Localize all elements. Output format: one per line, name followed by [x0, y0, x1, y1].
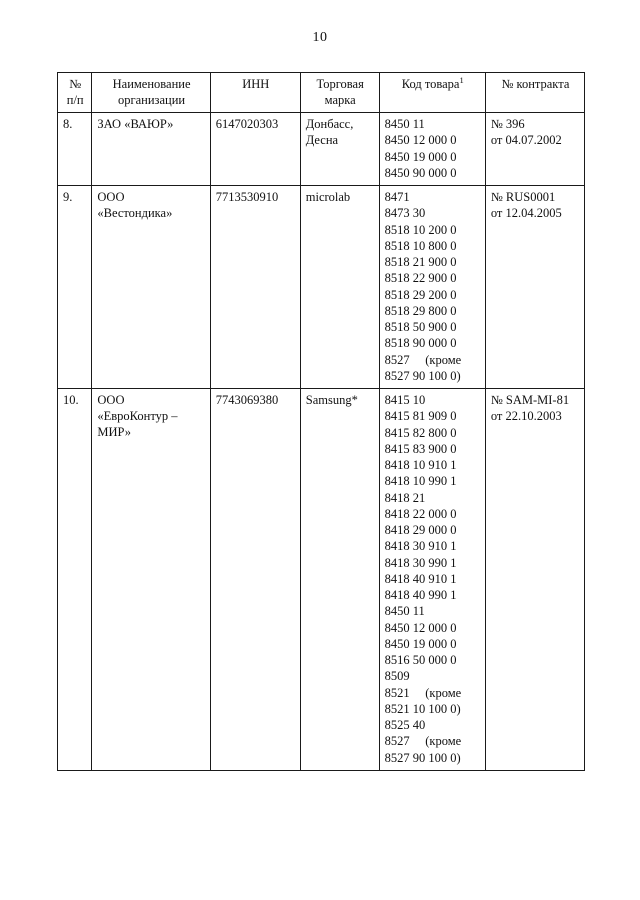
code-item: 8418 10 910 1	[384, 458, 457, 472]
page-number: 10	[312, 30, 328, 45]
contract-number: № 396	[490, 117, 525, 131]
code-item: 8471	[384, 190, 410, 204]
code-item: 8450 12 000 0	[384, 620, 457, 635]
table-container	[57, 72, 585, 771]
table-row	[58, 389, 585, 771]
code-item: 8518 90 000 0	[384, 336, 457, 351]
row-brand	[300, 389, 379, 771]
row-contract	[485, 113, 584, 186]
row-inn: 7743069380	[210, 389, 300, 771]
code-item: 8527 90 100 0)	[384, 750, 461, 765]
brand-line: Донбасс,	[305, 117, 354, 131]
code-item: 8521 10 100 0)	[384, 701, 461, 716]
code-item: 8527 (кроме	[384, 734, 462, 749]
row-codes	[379, 186, 485, 389]
header-organization-line-2: организации	[118, 93, 186, 107]
code-item: 8518 10 200 0	[384, 222, 457, 237]
row-brand	[300, 113, 379, 186]
code-item: 8527 90 100 0)	[384, 368, 461, 383]
header-organization-line-1: Наименование	[112, 77, 191, 91]
code-item: 8518 29 200 0	[384, 287, 457, 302]
code-list	[385, 116, 481, 181]
contract-date: от 22.10.2003	[490, 409, 562, 423]
code-item: 8450 11	[384, 117, 425, 131]
code-item: 8418 22 000 0	[384, 506, 457, 521]
code-item: 8516 50 000 0	[384, 653, 457, 667]
code-list	[385, 392, 481, 766]
header-number-line-2: п/п	[66, 93, 84, 107]
organization-line: МИР»	[97, 425, 132, 439]
header-code-line-1	[385, 76, 481, 92]
code-item: 8450 19 000 0	[384, 636, 457, 651]
row-inn: 7713530910	[210, 186, 300, 389]
brand-line: microlab	[305, 190, 351, 204]
code-item: 8518 10 800 0	[384, 238, 457, 253]
code-list	[385, 189, 481, 384]
row-number: 8.	[58, 113, 92, 186]
code-item: 8418 10 990 1	[384, 474, 457, 489]
code-item: 8450 11	[384, 604, 425, 619]
code-item: 8527 (кроме	[384, 352, 462, 367]
code-item: 8450 12 000 0	[384, 133, 457, 148]
code-item: 8509	[384, 669, 410, 684]
table-header-row	[58, 73, 585, 113]
table-body	[58, 113, 585, 771]
header-cell-brand	[300, 73, 379, 113]
row-number: 9.	[58, 186, 92, 389]
organization-line: ООО	[97, 393, 125, 407]
row-codes	[379, 113, 485, 186]
header-inn-line-1: ИНН	[242, 77, 270, 91]
header-code-superscript: 1	[459, 74, 464, 85]
header-cell-inn	[210, 73, 300, 113]
row-inn: 6147020303	[210, 113, 300, 186]
table-header	[58, 73, 585, 113]
code-item: 8418 30 990 1	[384, 555, 457, 570]
code-item: 8415 82 800 0	[384, 425, 457, 440]
row-organization	[92, 113, 210, 186]
contract-number: № SAM-MI-81	[490, 393, 570, 407]
table-row	[58, 186, 585, 389]
code-item: 8521 (кроме	[384, 685, 462, 700]
code-item: 8418 40 910 1	[384, 571, 457, 586]
code-item: 8473 30	[384, 206, 426, 221]
header-brand-line-1: Торговая	[316, 77, 364, 91]
code-item: 8418 30 910 1	[384, 539, 457, 554]
header-cell-organization	[92, 73, 210, 113]
row-contract	[485, 389, 584, 771]
header-number-line-1: №	[69, 77, 82, 91]
row-codes	[379, 389, 485, 771]
code-item: 8525 40	[384, 718, 426, 732]
code-item: 8518 29 800 0	[384, 303, 457, 318]
row-organization	[92, 186, 210, 389]
brand-line: Samsung*	[305, 393, 358, 407]
contract-date: от 12.04.2005	[490, 206, 562, 220]
code-item: 8415 83 900 0	[384, 441, 457, 456]
contract-number: № RUS0001	[490, 190, 556, 204]
header-cell-contract	[485, 73, 584, 113]
code-item: 8518 50 900 0	[384, 320, 457, 334]
organization-line: ЗАО «ВАЮР»	[97, 117, 174, 131]
row-contract	[485, 186, 584, 389]
header-cell-number	[58, 73, 92, 113]
organization-line: ООО	[97, 190, 125, 204]
organization-line: «ЕвроКонтур –	[97, 409, 178, 423]
code-item: 8418 21	[384, 490, 426, 505]
code-item: 8418 40 990 1	[384, 588, 457, 602]
header-brand-line-2: марка	[324, 93, 356, 107]
header-cell-code	[379, 73, 485, 113]
code-item: 8415 10	[384, 393, 426, 407]
organization-line: «Вестондика»	[97, 206, 173, 220]
row-number: 10.	[58, 389, 92, 771]
header-code-text: Код товара	[401, 77, 460, 91]
code-item: 8518 22 900 0	[384, 271, 457, 286]
code-item: 8518 21 900 0	[384, 255, 457, 269]
organizations-table	[57, 72, 585, 771]
brand-line: Десна	[305, 133, 339, 147]
table-row	[58, 113, 585, 186]
code-item: 8418 29 000 0	[384, 523, 457, 537]
row-brand	[300, 186, 379, 389]
code-item: 8450 19 000 0	[384, 149, 457, 164]
code-item: 8415 81 909 0	[384, 409, 457, 424]
row-organization	[92, 389, 210, 771]
contract-date: от 04.07.2002	[490, 133, 562, 147]
code-item: 8450 90 000 0	[384, 165, 457, 180]
header-contract-line-1: № контракта	[501, 77, 570, 91]
